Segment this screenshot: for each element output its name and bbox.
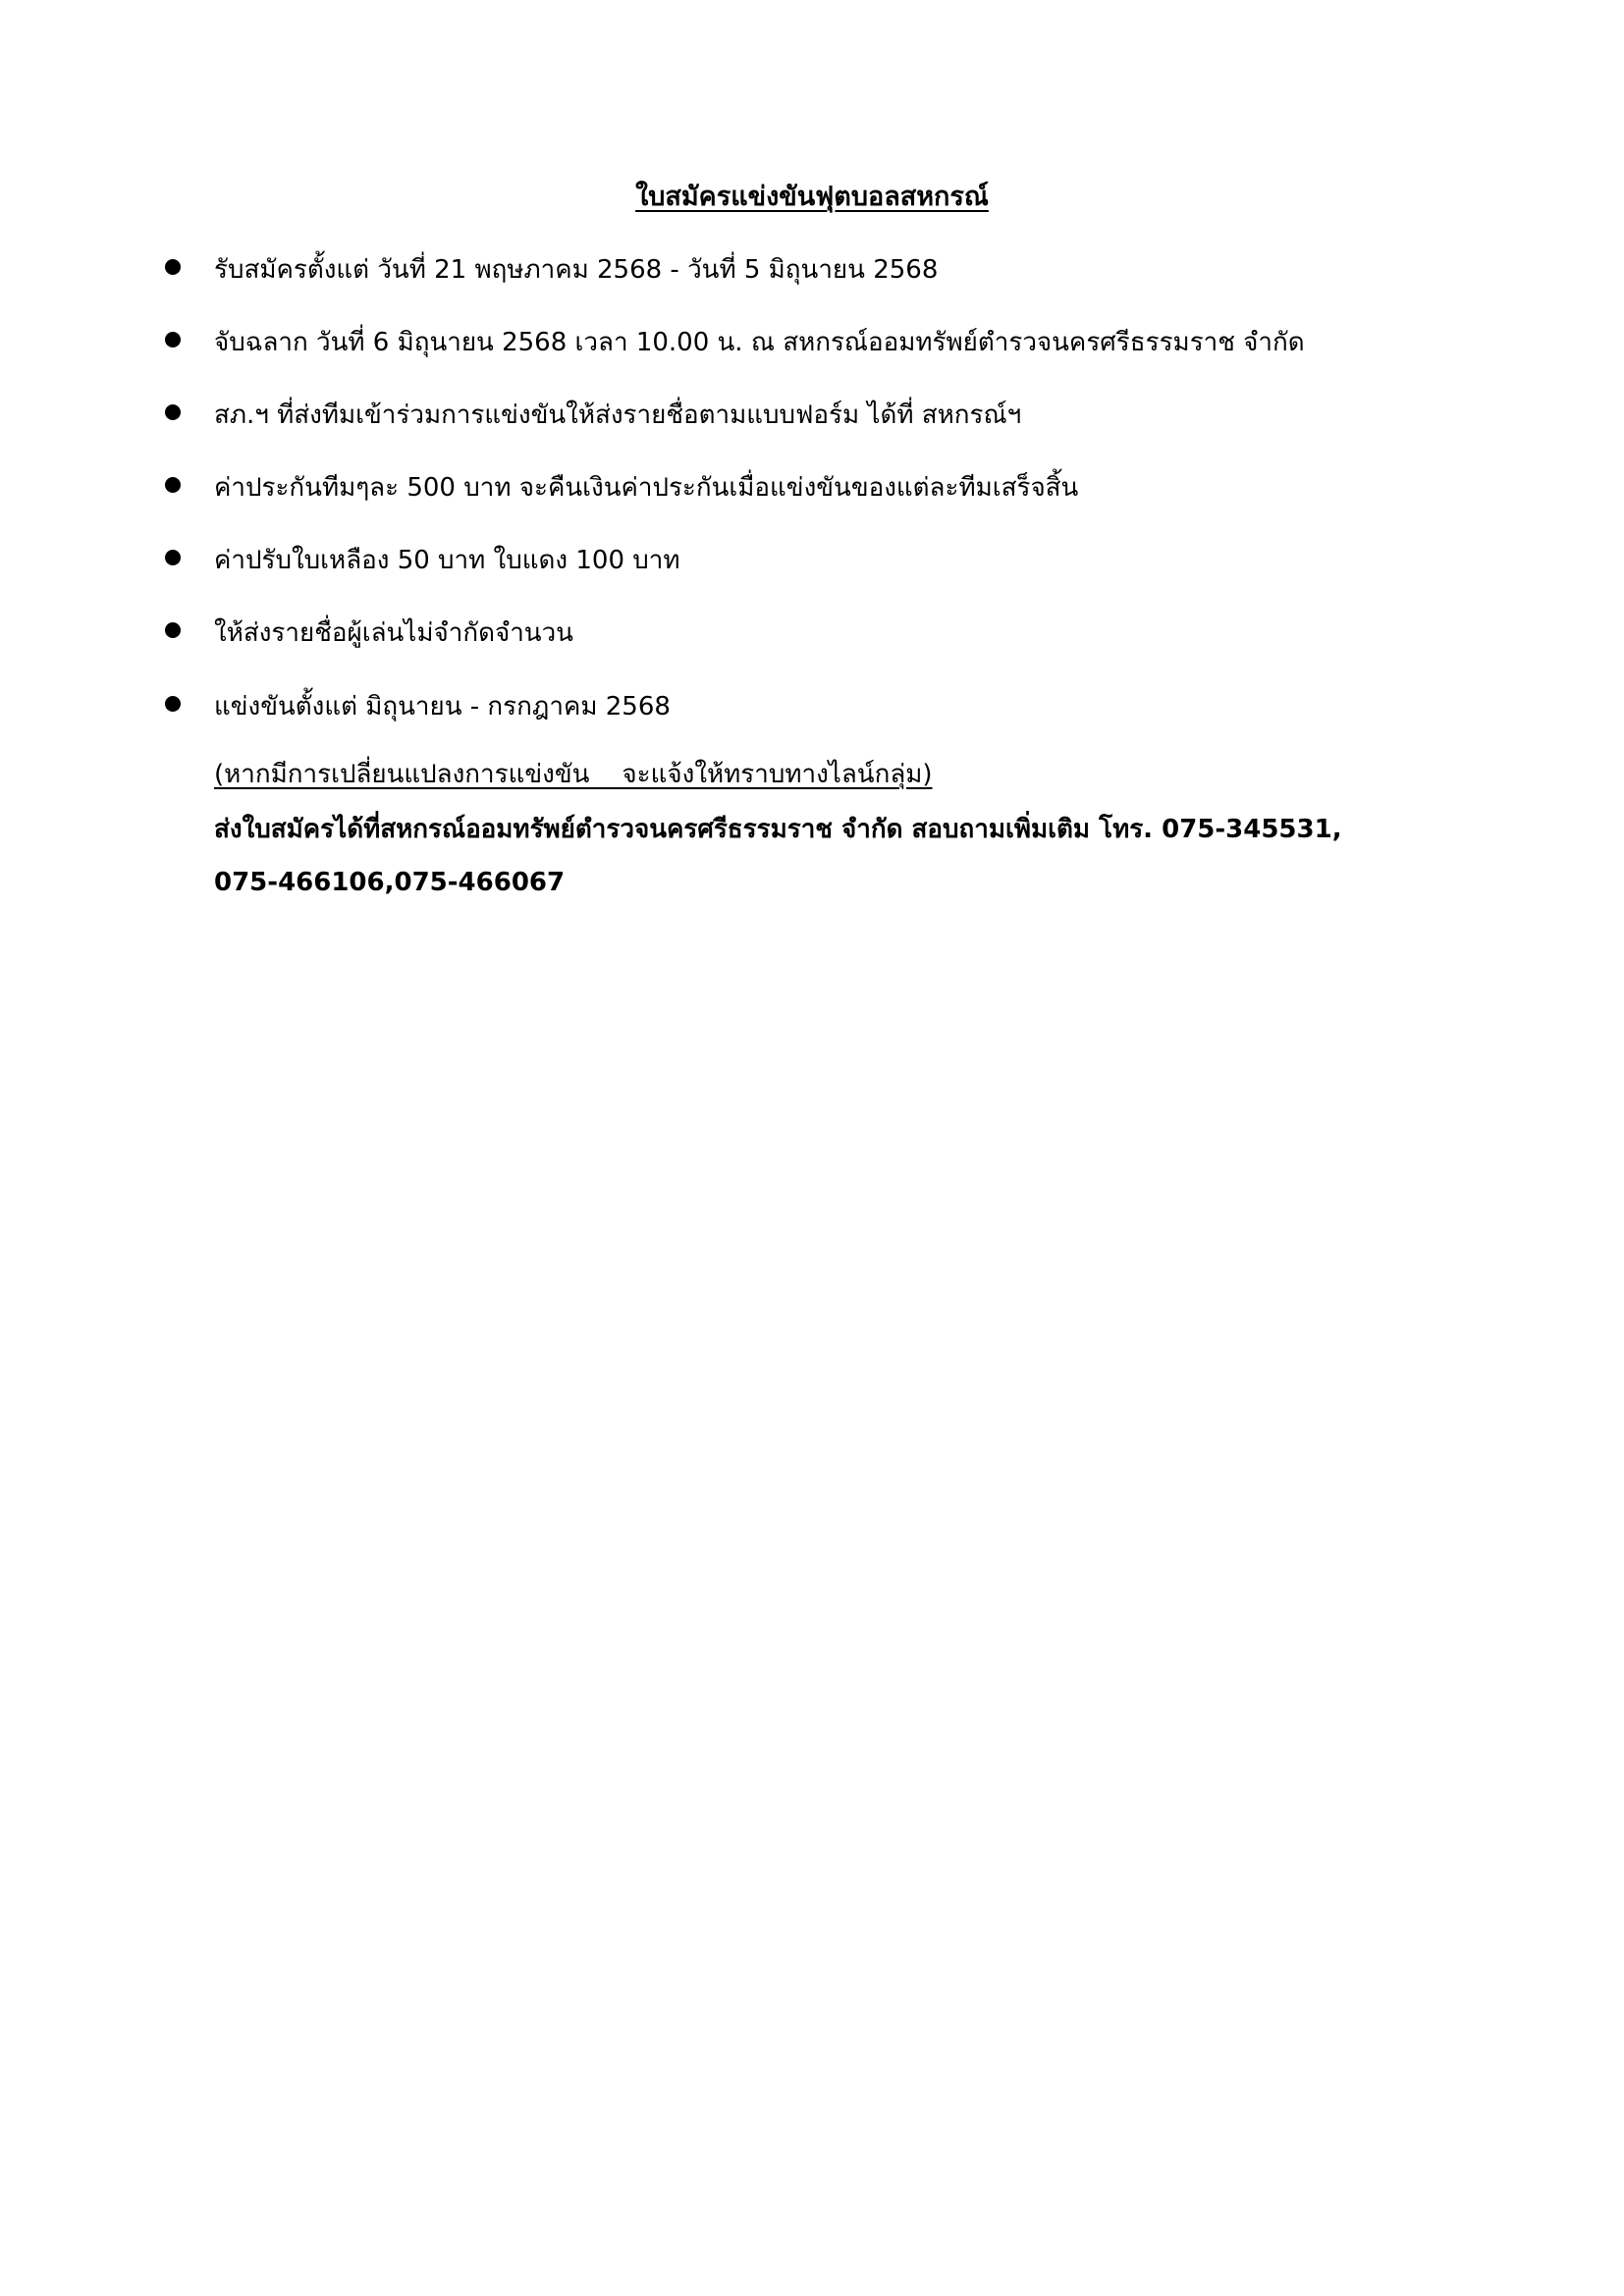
list-item-text: จับฉลาก วันที่ 6 มิถุนายน 2568 เวลา 10.00 น. ณ สหกรณ์ออมทรัพย์ตำรวจนครศรีธรรมราช จำกัด — [214, 328, 1305, 357]
bullet-icon — [165, 259, 181, 275]
bullet-icon — [165, 696, 181, 712]
list-item-text: รับสมัครตั้งแต่ วันที่ 21 พฤษภาคม 2568 - วันที่ 5 มิถุนายน 2568 — [214, 255, 939, 285]
document-title: ใบสมัครแข่งขันฟุตบอลสหกรณ์ — [635, 182, 989, 212]
list-item — [0, 684, 1624, 723]
list-item — [0, 611, 1624, 650]
list-item-text: ค่าประกันทีมๆละ 500 บาท จะคืนเงินค่าประกันเมื่อแข่งขันของแต่ละทีมเสร็จสิ้น — [214, 473, 1079, 503]
bullet-icon — [165, 404, 181, 420]
list-item — [0, 393, 1624, 432]
change-notice: (หากมีการเปลี่ยนแปลงการแข่งขัน จะแจ้งให้ทราบทางไลน์กลุ่ม) — [214, 760, 933, 789]
bullet-icon — [165, 477, 181, 493]
list-item-text: ให้ส่งรายชื่อผู้เล่นไม่จำกัดจำนวน — [214, 618, 573, 648]
list-item — [0, 465, 1624, 505]
contact-line: ส่งใบสมัครได้ที่สหกรณ์ออมทรัพย์ตำรวจนครศรีธรรมราช จำกัด สอบถามเพิ่มเติม โทร. 075-345531, — [214, 815, 1342, 844]
bullet-icon — [165, 550, 181, 565]
list-item-text: ค่าปรับใบเหลือง 50 บาท ใบแดง 100 บาท — [214, 546, 680, 575]
contact-phone-line: 075-466106,075-466067 — [214, 868, 566, 897]
list-item-text: สภ.ฯ ที่ส่งทีมเข้าร่วมการแข่งขันให้ส่งรายชื่อตามแบบฟอร์ม ได้ที่ สหกรณ์ฯ — [214, 400, 1022, 430]
list-item — [0, 320, 1624, 359]
bullet-icon — [165, 622, 181, 638]
list-item-text: แข่งขันตั้งแต่ มิถุนายน - กรกฎาคม 2568 — [214, 692, 671, 721]
list-item — [0, 247, 1624, 287]
bullet-icon — [165, 332, 181, 347]
list-item — [0, 538, 1624, 577]
